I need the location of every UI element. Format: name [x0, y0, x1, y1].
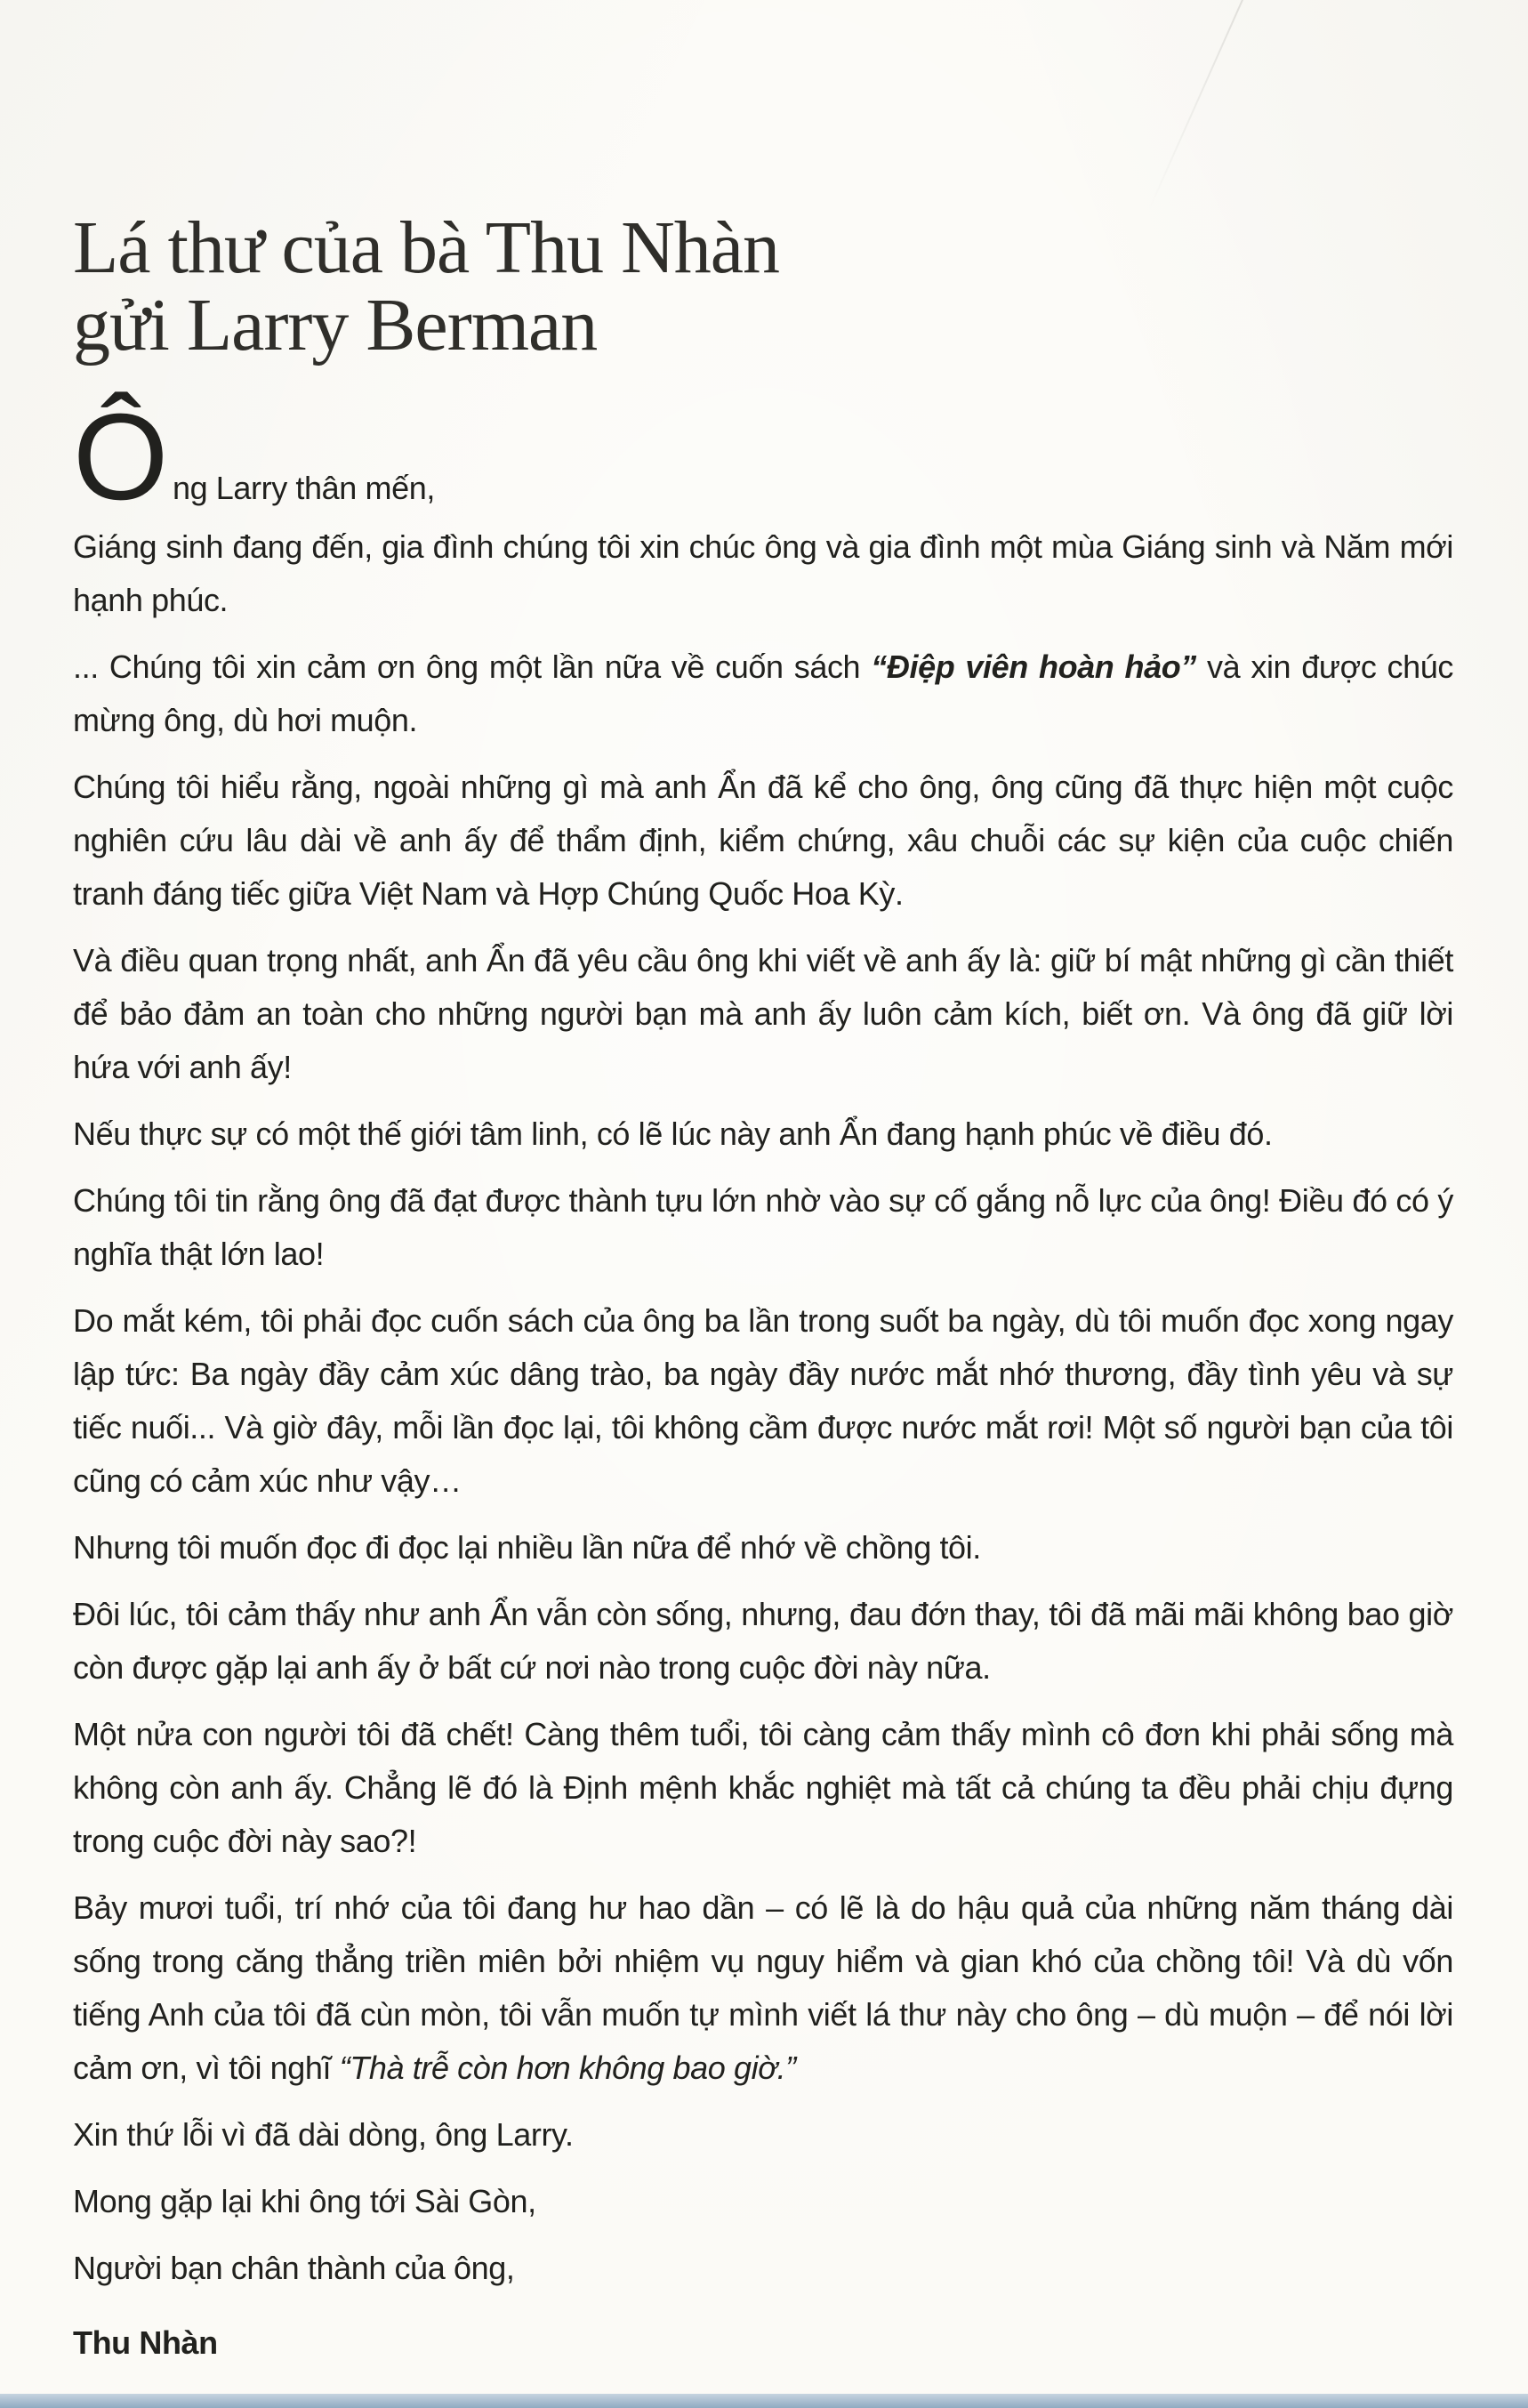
letter-paragraph: [73, 2242, 1453, 2295]
letter-paragraph: [73, 934, 1453, 1094]
page-title-line-1: Lá thư của bà Thu Nhàn: [73, 206, 780, 289]
letter-paragraph: [73, 2175, 1453, 2228]
letter-body: [73, 520, 1453, 2370]
letter-paragraph: [73, 1107, 1453, 1161]
letter-paragraph: [73, 1881, 1453, 2095]
letter-text-segment: Và điều quan trọng nhất, anh Ẩn đã yêu cầu ông khi viết về anh ấy là: giữ bí mật những gì cần thiết để bảo đảm an toàn cho những người bạn mà anh ấy luôn cảm kích, biết ơn. Và ông đã giữ lời hứa với anh ấy!: [73, 942, 1453, 1086]
letter-paragraph: [73, 1174, 1453, 1281]
letter-text-segment: Do mắt kém, tôi phải đọc cuốn sách của ông ba lần trong suốt ba ngày, dù tôi muốn đọc xong ngay lập tức: Ba ngày đầy cảm xúc dâng trào, ba ngày đầy nước mắt nhớ thương, đầy tình yêu và sự tiếc nuối... Và giờ đây, mỗi lần đọc lại, tôi không cầm được nước mắt rơi! Một số người bạn của tôi cũng có cảm xúc như vậy…: [73, 1302, 1453, 1500]
letter-text-segment: Đôi lúc, tôi cảm thấy như anh Ẩn vẫn còn sống, nhưng, đau đớn thay, tôi đã mãi mãi không bao giờ còn được gặp lại anh ấy ở bất cứ nơi nào trong cuộc đời này nữa.: [73, 1596, 1453, 1687]
letter-text-segment: Nhưng tôi muốn đọc đi đọc lại nhiều lần nữa để nhớ về chồng tôi.: [73, 1529, 981, 1566]
letter-text-segment: Thu Nhàn: [73, 2324, 218, 2362]
page-title-line-2: gửi Larry Berman: [73, 283, 598, 366]
letter-text-segment: Một nửa con người tôi đã chết! Càng thêm tuổi, tôi càng cảm thấy mình cô đơn khi phải sống mà không còn anh ấy. Chẳng lẽ đó là Định mệnh khắc nghiệt mà tất cả chúng ta đều phải chịu đựng trong cuộc đời này sao?!: [73, 1716, 1453, 1860]
letter-text-segment: Bảy mươi tuổi, trí nhớ của tôi đang hư hao dần – có lẽ là do hậu quả của những năm tháng dài sống trong căng thẳng triền miên bởi nhiệm vụ nguy hiểm và gian khó của chồng tôi! Và dù vốn tiếng Anh của tôi đã cùn mòn, tôi vẫn muốn tự mình viết lá thư này cho ông – dù muộn – để nói lời cảm ơn, vì tôi nghĩ: [73, 1889, 1453, 2087]
letter-paragraph: [73, 520, 1453, 627]
dropcap-letter: Ô: [73, 389, 168, 527]
letter-paragraph: [73, 640, 1453, 747]
letter-text-segment: Chúng tôi tin rằng ông đã đạt được thành tựu lớn nhờ vào sự cố gắng nỗ lực của ông! Điều đó có ý nghĩa thật lớn lao!: [73, 1182, 1453, 1273]
letter-salutation: [73, 389, 1453, 527]
letter-text-segment: Mong gặp lại khi ông tới Sài Gòn,: [73, 2183, 536, 2220]
letter-text-segment: Xin thứ lỗi vì đã dài dòng, ông Larry.: [73, 2116, 574, 2154]
scan-bottom-edge: [0, 2394, 1528, 2408]
letter-text-segment: “Điệp viên hoàn hảo”: [871, 648, 1196, 686]
letter-paragraph: [73, 1588, 1453, 1695]
letter-paragraph: [73, 1708, 1453, 1868]
salutation-text: ng Larry thân mến,: [172, 470, 435, 507]
letter-text-segment: Giáng sinh đang đến, gia đình chúng tôi xin chúc ông và gia đình một mùa Giáng sinh và Năm mới hạnh phúc.: [73, 528, 1453, 619]
letter-text-segment: ... Chúng tôi xin cảm ơn ông một lần nữa về cuốn sách: [73, 648, 872, 686]
letter-paragraph: [73, 1521, 1453, 1574]
letter-paragraph: [73, 2108, 1453, 2162]
letter-text-segment: “Thà trễ còn hơn không bao giờ.”: [339, 2050, 796, 2087]
page-title: [73, 206, 1453, 366]
letter-paragraph: [73, 1294, 1453, 1508]
letter-text-segment: Người bạn chân thành của ông,: [73, 2250, 515, 2287]
letter-text-segment: Nếu thực sự có một thế giới tâm linh, có lẽ lúc này anh Ẩn đang hạnh phúc về điều đó.: [73, 1115, 1273, 1153]
letter-text-segment: Chúng tôi hiểu rằng, ngoài những gì mà anh Ẩn đã kể cho ông, ông cũng đã thực hiện một cuộc nghiên cứu lâu dài về anh ấy để thẩm định, kiểm chứng, xâu chuỗi các sự kiện của cuộc chiến tranh đáng tiếc giữa Việt Nam và Hợp Chúng Quốc Hoa Kỳ.: [73, 769, 1453, 913]
letter-text-segment: và xin được chúc mừng ông, dù hơi muộn.: [73, 648, 1453, 739]
letter-paragraph: [73, 761, 1453, 921]
letter-signature: [73, 2316, 1453, 2370]
